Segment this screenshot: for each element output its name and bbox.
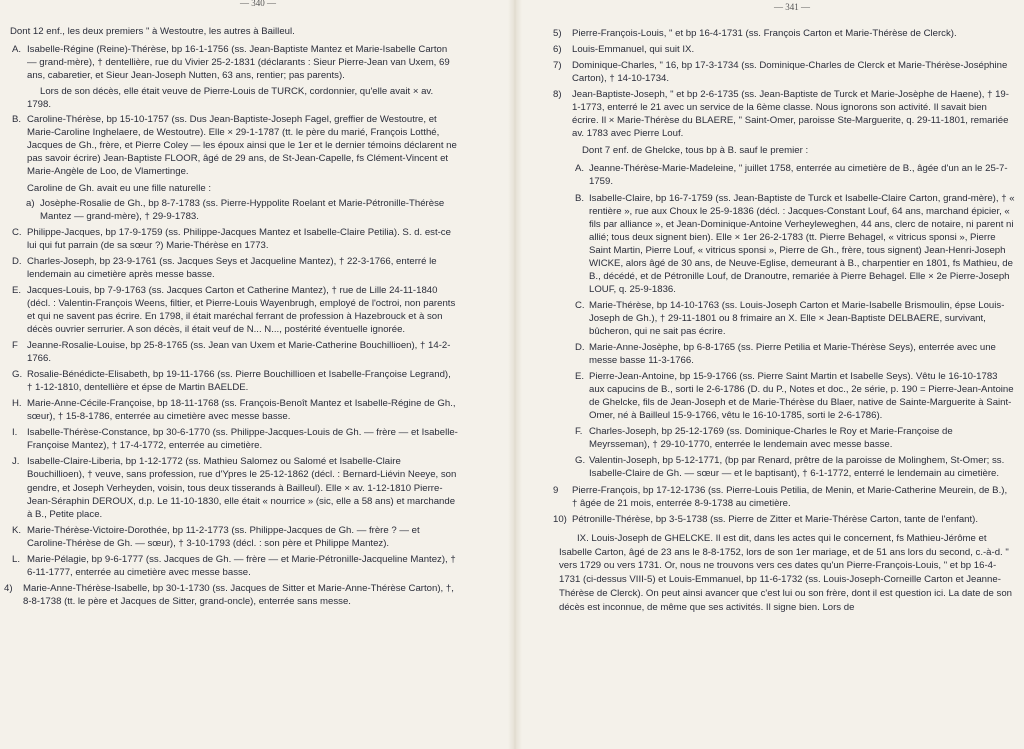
entry-text: Jacques-Louis, bp 7-9-1763 (ss. Jacques Carton et Catherine Mantez), † rue de Lille 24-11-1840 (décl. : Valentin-François Weens, filtier, et Pierre-Louis Wayenbrugh, employé de l'octroi, non parents et qui ne savent pas écrire. En 1798, il était maréchal ferrant de profession à Hazebrouck et à son décès ouvrier serrurier. A son décès, il était veuf de N... N..., postérité éventuelle ignorée. — [27, 284, 456, 335]
child-entry — [10, 426, 458, 452]
entry-label: K. — [12, 524, 22, 536]
entry-label: 4) — [4, 582, 13, 594]
entry-label: E. — [12, 284, 22, 296]
left-page-content — [4, 25, 458, 611]
child-entry — [559, 454, 1015, 480]
child-entry — [559, 425, 1015, 451]
entry-label: G. — [12, 369, 23, 381]
entry-text: Marie-Thérèse, bp 14-10-1763 (ss. Louis-Joseph Carton et Marie-Isabelle Brismoulin, épse Louis-Joseph de Gh.), † 29-11-1801 ou 8 frimaire an X. Elle × Jean-Baptiste DELBAERE, survivant, bûcheron, qui ne sait pas écrire. — [589, 299, 1005, 337]
child-entry — [10, 43, 458, 82]
entry-text: Pierre-François, bp 17-12-1736 (ss. Pierre-Louis Petilia, de Menin, et Marie-Catherine Meurein, de B.), † âgée de 21 mois, enterrée 8-9-1738 au cimetière. — [572, 484, 1008, 509]
child-entry — [10, 339, 458, 365]
entry-label: 10) — [553, 513, 567, 525]
entry-label: C. — [12, 226, 22, 238]
entry-text: Isabelle-Thérèse-Constance, bp 30-6-1770 (ss. Philippe-Jacques-Louis de Gh. — frère — et Isabelle-Françoise Mantez), † 17-4-1772, enterrée au cimetière. — [27, 427, 458, 452]
entry-label: 5) — [553, 28, 562, 39]
entry-text: Isabelle-Claire-Liberia, bp 1-12-1772 (ss. Mathieu Salomez ou Salomé et Isabelle-Claire Bouchillioen), † veuve, sans profession, rue d'Ypres le 25-12-1862 (décl. : Bernard-Liévin Neeye, son gendre, et Joseph Verheyden, voisin, tous deux tisserands à Bailleul). Elle × av. 1-12-1810 Pierre-Jean-Séraphin DEROUX, d.p. Le 11-10-1830, elle était « nourrice » (sic, elle a 58 ans) et marchande à B., Petite place. — [27, 456, 457, 520]
child-entry — [559, 162, 1015, 188]
entry-text: Marie-Anne-Thérèse-Isabelle, bp 30-1-1730 (ss. Jacques de Sitter et Marie-Anne-Thérèse Carton), †, 8-8-1738 (tt. le père et Jacques de Sitter, grand-oncle), enterrée sans messe. — [23, 582, 454, 607]
entry-text: Jeanne-Thérèse-Marie-Madeleine, " juillet 1758, enterrée au cimetière de B., âgée d'un an le 25-7-1759. — [589, 163, 1008, 188]
entry-text: Marie-Pélagie, bp 9-6-1777 (ss. Jacques de Gh. — frère — et Marie-Pétronille-Jacqueline Mantez), † 6-11-1777, enterrée au cimetière avec messe basse. — [27, 553, 456, 578]
entry-label: 6) — [553, 44, 562, 56]
sibling-entry — [4, 582, 458, 608]
sibling-entry — [553, 27, 1015, 40]
entry-label: H. — [12, 398, 22, 410]
entry-label: I. — [12, 427, 18, 439]
sibling-entry — [553, 484, 1015, 510]
child-entry — [10, 455, 458, 520]
entry-text: Pétronille-Thérèse, bp 3-5-1738 (ss. Pierre de Zitter et Marie-Thérèse Carton, tante de l'enfant). — [572, 513, 979, 525]
entry-label: F — [12, 340, 18, 352]
child-entry — [559, 299, 1015, 338]
child-entry — [559, 341, 1015, 367]
right-page — [553, 0, 1015, 749]
entry-label: D. — [12, 255, 22, 267]
child-entry — [10, 255, 458, 281]
child-entry — [10, 226, 458, 252]
entry-text: Pierre-Jean-Antoine, bp 15-9-1766 (ss. Pierre Saint Martin et Isabelle Seys). Vêtu le 16-10-1783 aux capucins de B., sorti le 2-6-1786 (D. du P., Notes et doc., 2e série, p. 190 = Pierre-Jean-Antoine de Ghelcke, fils de Jean-Joseph et de Marie-Thérèse du Blaer, native de Sainte-Marguerite à Saint-Omer, né à Bailleul 15-9-1766, vêtu le 16-10-1785, sorti le 2-6-1786). — [589, 371, 1014, 422]
entry-text: Marie-Anne-Cécile-Françoise, bp 18-11-1768 (ss. François-Benoît Mantez et Isabelle-Régine de Gh., sœur), † 15-8-1786, enterrée au cimetière avec messe basse. — [27, 398, 456, 423]
entry-note: Caroline de Gh. avait eu une fille naturelle : — [27, 182, 211, 194]
entry-text: Dominique-Charles, " 16, bp 17-3-1734 (ss. Dominique-Charles de Clerck et Marie-Thérèse-Joséphine Carton), † 14-10-1734. — [572, 60, 1008, 85]
entry-text: Marie-Thérèse-Victoire-Dorothée, bp 11-2-1773 (ss. Philippe-Jacques de Gh. — frère ? — et Caroline-Thérèse de Gh. — sœur), † 3-10-1793 (décl. : son père et Philippe Mantez). — [27, 524, 420, 549]
entry-label: D. — [575, 342, 585, 354]
entry-text: Josèphe-Rosalie de Gh., bp 8-7-1783 (ss. Pierre-Hyppolite Roelant et Marie-Pétronille-Thérèse Mantez — grand-mère), † 29-9-1783. — [40, 197, 445, 222]
entry-label: A. — [12, 44, 22, 56]
entry-text: Philippe-Jacques, bp 17-9-1759 (ss. Philippe-Jacques Mantez et Isabelle-Claire Petilia). S. d. est-ce lui qui fut parrain (de sa sœur ?) Marie-Thérèse en 1773. — [27, 226, 451, 251]
entry-label: A. — [575, 163, 585, 175]
family-intro: Dont 12 enf., les deux premiers " à Westoutre, les autres à Bailleul. — [10, 26, 295, 37]
page-number-right: — 341 — — [774, 2, 810, 12]
page-number-left: — 340 — — [240, 0, 276, 8]
entry-text: Isabelle-Régine (Reine)-Thérèse, bp 16-1-1756 (ss. Jean-Baptiste Mantez et Marie-Isabelle Carton — grand-mère), † dentellière, rue du Vivier 25-2-1831 (déclarants : Sieur Pierre-Jean van Uxem, 69 ans, cabaretier, et Sieur Jean-Joseph Nutten, 63 ans, rentier; pas parents). — [27, 44, 450, 82]
entry-text: Rosalie-Bénédicte-Elisabeth, bp 19-11-1766 (ss. Pierre Bouchillioen et Isabelle-Françoise Legrand), † 1-12-1810, dentellière et épse de Martin BAELDE. — [27, 369, 451, 394]
entry-text: Louis-Emmanuel, qui suit IX. — [572, 44, 695, 56]
entry-label: E. — [575, 371, 585, 383]
entry-label: a) — [26, 197, 35, 209]
child-entry — [559, 370, 1015, 422]
generation-ix-paragraph: IX. Louis-Joseph de GHELCKE. Il est dit, dans les actes qui le concernent, fs Mathieu-Jérôme et Isabelle Carton, âgé de 23 ans le 8-8-1752, lors de son 1er mariage, et de 51 ans lors du second, c.-à-d. " vers 1729 ou vers 1731. Or, nous ne trouvons vers ces dates qu'un Pierre-François-Louis, " et bp 16-4-1731 (ci-dessus VIII-5) et Louis-Emmanuel, bp 11-6-1732 (ss. Louis-Joseph-Corneille Carton et Jeanne-Thérèse de Clerck). On peut ainsi avancer que c'est lui ou son frère, dont il est question ici. La date de son décès est inconnue, de même que ses activités. Il signe bien. Lors de — [559, 532, 1012, 614]
entry-label: J. — [12, 456, 20, 468]
child-entry — [10, 368, 458, 394]
entry-label: C. — [575, 299, 585, 311]
entry-text: Charles-Joseph, bp 25-12-1769 (ss. Dominique-Charles le Roy et Marie-Françoise de Meyrsseman), † 29-10-1770, enterrée le lendemain avec messe basse. — [589, 426, 953, 451]
child-entry — [559, 192, 1015, 296]
entry-label: 7) — [553, 60, 562, 72]
child-entry — [10, 553, 458, 579]
sibling-entry — [553, 59, 1015, 85]
entry-text: Marie-Anne-Josèphe, bp 6-8-1765 (ss. Pierre Petilia et Marie-Thérèse Seys), enterrée avec une messe basse 11-3-1766. — [589, 342, 996, 367]
right-page-content — [553, 27, 1015, 615]
entry-label: 8) — [553, 89, 562, 101]
sibling-entry — [553, 513, 1015, 526]
sibling-entry — [553, 88, 1015, 140]
entry-text: Valentin-Joseph, bp 5-12-1771, (bp par Renard, prêtre de la paroisse de Molinghem, St-Omer; ss. Isabelle-Claire de Gh. — sœur — et le baptisant), † 6-1-1772, enterré le lendemain au cimetière. — [589, 455, 1005, 480]
entry-continuation: Lors de son décès, elle était veuve de Pierre-Louis de TURCK, cordonnier, qu'elle avait × av. 1798. — [27, 86, 434, 111]
entry-text: Isabelle-Claire, bp 16-7-1759 (ss. Jean-Baptiste de Turck et Isabelle-Claire Carton, grand-mère), † « rentière », rue aux Choux le 25-9-1836 (décl. : Jacques-Constant Louf, 64 ans, marchand épicier, « fils par alliance », et Jean-Dominique-Antoine Verheyleweghen, 44 ans, clerc de notaire, ni parent ni allié; tous deux signent bien). Elle × 1er 26-2-1783 (tt. Pierre Behagel, « vitricus sponsi », Pierre Saint Martin, Pierre Louf, « vitricus sponsi », Pierre de Gh., frère, tous signent) Jean-Henri-Joseph WICKE, alors âgé de 30 ans, de Neuve-Eglise, demeurant à B., charpentier en 1801, fs Mathieu, de B., décédé, et de Pétronille Louf, de Dranoutre, remariée à Pierre Behagel. Elle × 2e Pierre-Joseph LOUF, q. 25-9-1836. — [589, 192, 1015, 295]
entry-text: Charles-Joseph, bp 23-9-1761 (ss. Jacques Seys et Jacqueline Mantez), † 22-3-1766, enterré le lendemain au cimetière après messe basse. — [27, 255, 437, 280]
entry-label: B. — [12, 114, 22, 126]
child-entry — [10, 397, 458, 423]
left-page — [4, 0, 458, 749]
grandchild-entry — [10, 197, 458, 223]
family-intro: Dont 7 enf. de Ghelcke, tous bp à B. sauf le premier : — [582, 145, 809, 157]
entry-text: Jeanne-Rosalie-Louise, bp 25-8-1765 (ss. Jean van Uxem et Marie-Catherine Bouchillioen), † 14-2-1766. — [27, 340, 451, 365]
child-entry — [10, 113, 458, 178]
entry-text: Caroline-Thérèse, bp 15-10-1757 (ss. Dus Jean-Baptiste-Joseph Fagel, greffier de Westoutre, et Marie-Caroline Inghelaere, de Westoutre). Elle × 29-1-1787 (tt. le père du marié, François Lotthé, Jacques de Gh., frère, et Pierre Coley — les époux ainsi que le 1er et le dernier témoins déclarent ne pas savoir écrire) Jean-Baptiste FLOOR, âgé de 29 ans, de St-Jean-Capelle, fs Clément-Vincent et Marie-Angèle de Loo, de Vlamertinge. — [27, 114, 457, 178]
sibling-entry — [553, 43, 1015, 56]
entry-text: Pierre-François-Louis, " et bp 16-4-1731 (ss. François Carton et Marie-Thérèse de Clerck). — [572, 28, 957, 39]
entry-text: Jean-Baptiste-Joseph, " et bp 2-6-1735 (ss. Jean-Baptiste de Turck et Marie-Josèphe de Haene), † 19-1-1773, enterré le 21 avec un service de la 6ème classe. Nous ignorons son activité. Il savait bien écrire. Il × Marie-Thérèse du BLAERE, " Saint-Omer, paroisse Ste-Marguerite, q. 29-11-1801, remariée av. 1783 avec Pierre Louf. — [572, 89, 1009, 140]
child-entry — [10, 524, 458, 550]
entry-label: F. — [575, 426, 583, 438]
page-gutter — [508, 0, 522, 749]
entry-label: G. — [575, 455, 586, 467]
entry-label: L. — [12, 553, 21, 565]
entry-label: 9 — [553, 484, 559, 496]
child-entry — [10, 284, 458, 336]
entry-label: B. — [575, 192, 585, 204]
